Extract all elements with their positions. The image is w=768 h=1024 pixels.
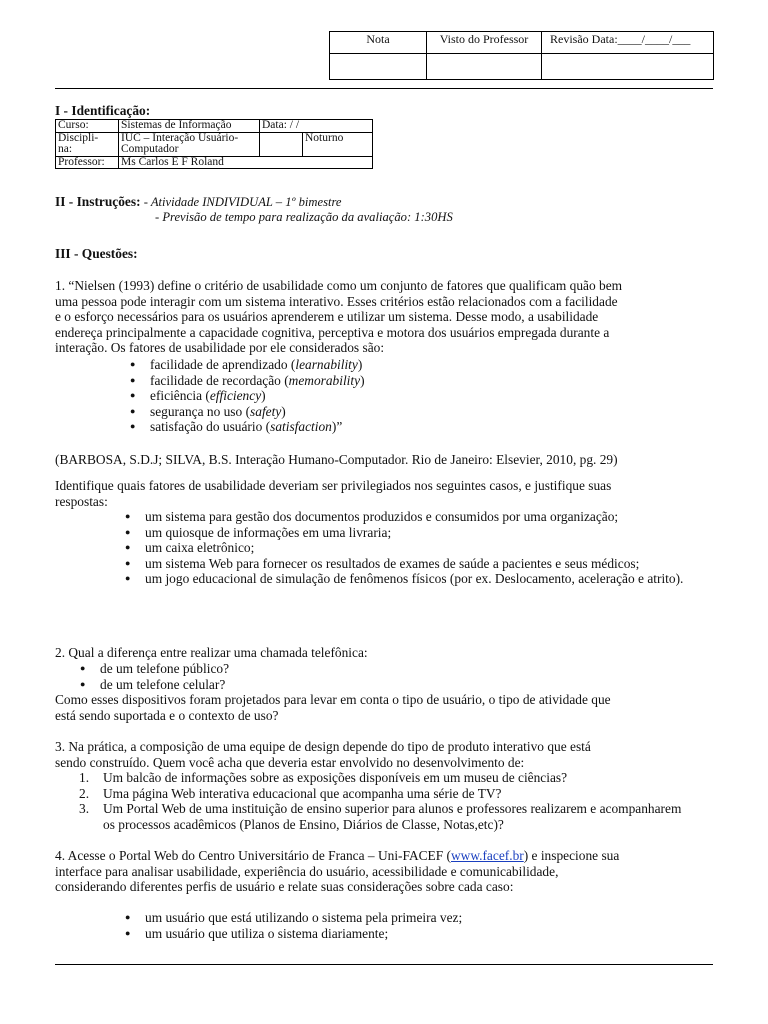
grade-header-revisao: Revisão Data:____/____/___ [542, 32, 714, 54]
list-item: ● facilidade de recordação (memorability) [128, 373, 688, 389]
disciplina-label-line1: Discipli- [58, 131, 99, 144]
q4-line1: 4. Acesse o Portal Web do Centro Universitário de Franca – Uni-FACEF (www.facef.br) e inspecione sua [55, 848, 620, 863]
curso-label: Curso: [56, 120, 119, 133]
list-item: ● um sistema Web para fornecer os resultados de exames de saúde a pacientes e seus médicos; [123, 556, 715, 572]
disciplina-label [56, 132, 119, 156]
grade-cell-revisao[interactable] [542, 54, 714, 80]
instrucoes-text2: - Previsão de tempo para realização da avaliação: 1:30HS [155, 210, 453, 224]
section-questoes-title: III - Questões: [55, 246, 138, 261]
list-item: ● facilidade de aprendizado (learnability) [128, 357, 688, 373]
q1-prompt-line: respostas: [55, 493, 108, 509]
q2-follow-line: está sendo suportada e o contexto de uso? [55, 707, 279, 723]
q1-prompt-line: Identifique quais fatores de usabilidade deveriam ser privilegiados nos seguintes casos, e justifique suas [55, 478, 612, 493]
q4-line2: interface para analisar usabilidade, experiência do usuário, acessibilidade e comunicabilidade, [55, 863, 559, 879]
grade-header-visto: Visto do Professor [427, 32, 542, 54]
facef-link[interactable]: www.facef.br [450, 848, 524, 863]
empty-cell [260, 132, 303, 156]
bottom-divider [55, 964, 713, 965]
q4-intro [55, 848, 715, 895]
list-item: ● de um telefone celular? [78, 677, 638, 693]
list-item: ● um usuário que está utilizando o sistema pela primeira vez; [123, 910, 683, 926]
data-label: Data: / / [260, 120, 373, 133]
grade-table [329, 31, 714, 80]
list-item: 2. Uma página Web interativa educacional que acompanha uma série de TV? [79, 785, 502, 801]
q2-intro: 2. Qual a diferença entre realizar uma chamada telefônica: [55, 645, 368, 660]
q3-intro [55, 739, 715, 770]
q2-follow-line: Como esses dispositivos foram projetados para levar em conta o tipo de usuário, o tipo de atividade que [55, 692, 611, 707]
instrucoes-label: II - Instruções: [55, 194, 141, 209]
disciplina-value-line1: IUC – Interação Usuário- [121, 131, 239, 144]
q1-intro-line: 1. “Nielsen (1993) define o critério de usabilidade como um conjunto de fatores que qualificam quão bem [55, 278, 623, 293]
disciplina-value [119, 132, 260, 156]
q3-list [79, 770, 691, 832]
list-item: ● eficiência (efficiency) [128, 388, 688, 404]
q2-follow [55, 692, 715, 723]
q4-list [123, 910, 683, 941]
grade-cell-visto[interactable] [427, 54, 542, 80]
q4-line3: considerando diferentes perfis de usuário e relate suas considerações sobre cada caso: [55, 879, 514, 895]
list-item: ● um caixa eletrônico; [123, 540, 715, 556]
list-item: ● um quiosque de informações em uma livraria; [123, 525, 715, 541]
q1-citation: (BARBOSA, S.D.J; SILVA, B.S. Interação Humano-Computador. Rio de Janeiro: Elsevier, 2010, pg. 29) [55, 452, 618, 467]
section-identificacao-title: I - Identificação: [55, 103, 151, 118]
disciplina-value-line2: Computador [121, 143, 179, 155]
disciplina-label-line2: na: [58, 143, 73, 155]
q1-intro-line: interação. Os fatores de usabilidade por ele considerados são: [55, 340, 385, 356]
instrucoes-line1 [55, 194, 342, 211]
list-item: 3. Um Portal Web de uma instituição de ensino superior para alunos e professores realizarem e acompanharem os processos acadêmicos (Planos de Ensino, Diários de Classe, Notas,etc)? [79, 801, 682, 832]
list-item: ● um usuário que utiliza o sistema diariamente; [123, 926, 683, 942]
grade-header-nota: Nota [330, 32, 427, 54]
q1-intro-line: e o esforço necessários para os usuários aprenderem e utilizar um sistema. Desse modo, a usabilidade [55, 309, 599, 325]
q1-prompt [55, 478, 715, 509]
q3-intro-line: sendo construído. Quem você acha que deveria estar envolvido no desenvolvimento de: [55, 754, 525, 770]
list-item: 1. Um balcão de informações sobre as exposições disponíveis em um museu de ciências? [79, 770, 568, 785]
identificacao-table [55, 119, 373, 169]
q3-intro-line: 3. Na prática, a composição de uma equipe de design depende do tipo de produto interativo que está [55, 739, 591, 754]
professor-value: Ms Carlos E F Roland [119, 156, 373, 169]
list-item: ● um jogo educacional de simulação de fenômenos físicos (por ex. Deslocamento, aceleração e atrito). [123, 571, 715, 587]
q1-intro-line: endereça principalmente a capacidade cognitiva, perceptiva e motora dos usuários empregada durante a [55, 324, 610, 340]
instrucoes-text1: - Atividade INDIVIDUAL – 1º bimestre [140, 195, 342, 209]
grade-cell-nota[interactable] [330, 54, 427, 80]
curso-value: Sistemas de Informação [119, 120, 260, 133]
q1-intro-line: uma pessoa pode interagir com um sistema interativo. Esses critérios estão relacionados com a facilidade [55, 293, 618, 309]
top-divider [55, 88, 713, 89]
list-item: ● segurança no uso (safety) [128, 404, 688, 420]
q1-intro [55, 278, 715, 356]
professor-label: Professor: [56, 156, 119, 169]
q1-factors-list [128, 357, 688, 435]
turno-value: Noturno [303, 132, 373, 156]
q1-cases-list [123, 509, 715, 587]
list-item: ● satisfação do usuário (satisfaction)” [128, 419, 688, 435]
list-item: ● de um telefone público? [78, 661, 638, 677]
q2-list [78, 661, 638, 692]
list-item: ● um sistema para gestão dos documentos produzidos e consumidos por uma organização; [123, 509, 715, 525]
